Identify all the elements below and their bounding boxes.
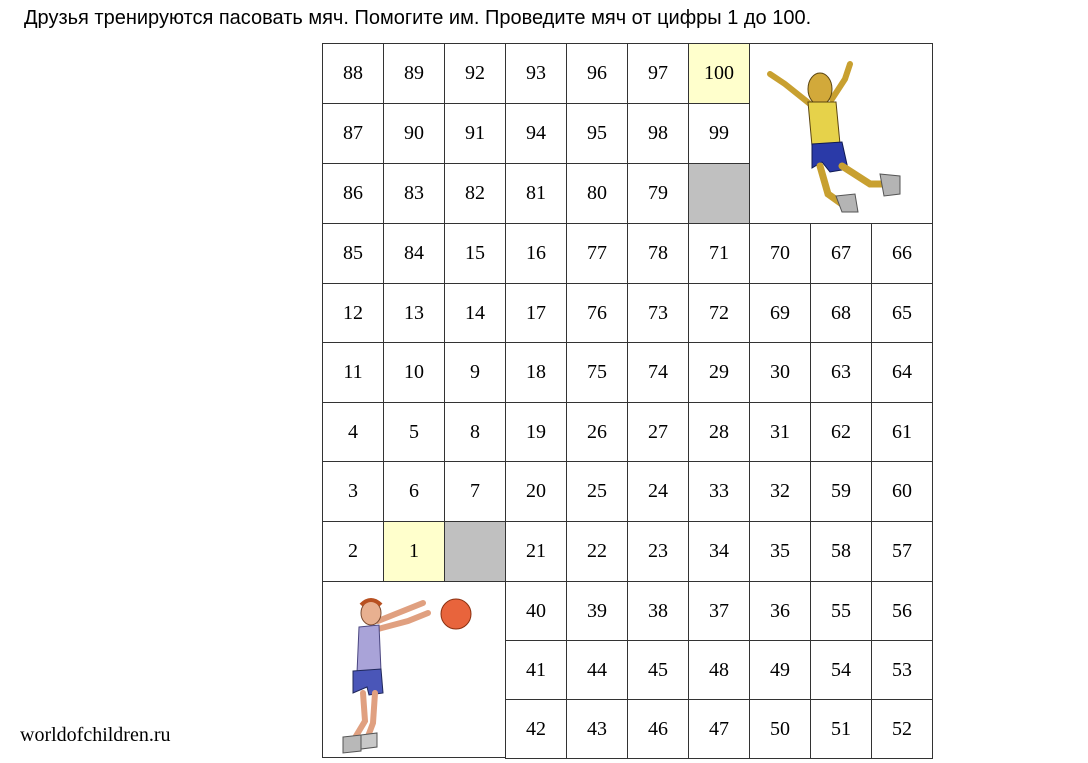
number-cell: 79	[627, 163, 689, 224]
number-cell: 74	[627, 342, 689, 403]
start-cell: 1	[383, 521, 445, 582]
number-cell: 29	[688, 342, 750, 403]
number-cell: 59	[810, 461, 872, 522]
number-cell: 55	[810, 581, 872, 641]
number-cell: 61	[871, 402, 933, 462]
number-cell: 94	[505, 103, 567, 164]
number-cell: 75	[566, 342, 628, 403]
number-cell: 86	[322, 163, 384, 224]
number-cell: 71	[688, 223, 750, 284]
number-cell: 51	[810, 699, 872, 759]
number-cell: 60	[871, 461, 933, 522]
number-maze-grid	[322, 43, 933, 758]
number-cell: 57	[871, 521, 933, 582]
number-cell: 83	[383, 163, 445, 224]
number-cell: 43	[566, 699, 628, 759]
number-cell: 46	[627, 699, 689, 759]
number-cell: 67	[810, 223, 872, 284]
instruction-text: Друзья тренируются пасовать мяч. Помогите им. Проведите мяч от цифры 1 до 100.	[24, 7, 812, 29]
number-cell: 52	[871, 699, 933, 759]
jumping-player-illustration	[750, 44, 932, 224]
number-cell: 23	[627, 521, 689, 582]
number-cell: 13	[383, 283, 445, 343]
number-cell: 85	[322, 223, 384, 284]
number-cell: 16	[505, 223, 567, 284]
number-cell: 44	[566, 640, 628, 700]
blocked-cell	[688, 163, 750, 224]
number-cell: 20	[505, 461, 567, 522]
number-cell: 70	[749, 223, 811, 284]
number-cell: 98	[627, 103, 689, 164]
number-cell: 73	[627, 283, 689, 343]
number-cell: 27	[627, 402, 689, 462]
ball-icon	[441, 599, 471, 629]
site-watermark: worldofchildren.ru	[20, 724, 171, 746]
number-cell: 82	[444, 163, 506, 224]
number-cell: 32	[749, 461, 811, 522]
number-cell: 64	[871, 342, 933, 403]
number-cell: 30	[749, 342, 811, 403]
number-cell: 95	[566, 103, 628, 164]
number-cell: 31	[749, 402, 811, 462]
number-cell: 99	[688, 103, 750, 164]
number-cell: 87	[322, 103, 384, 164]
passing-player-illustration	[323, 581, 505, 759]
number-cell: 24	[627, 461, 689, 522]
number-cell: 25	[566, 461, 628, 522]
number-cell: 42	[505, 699, 567, 759]
blocked-cell	[444, 521, 506, 582]
number-cell: 81	[505, 163, 567, 224]
number-cell: 50	[749, 699, 811, 759]
number-cell: 34	[688, 521, 750, 582]
number-cell: 66	[871, 223, 933, 284]
number-cell: 17	[505, 283, 567, 343]
number-cell: 84	[383, 223, 445, 284]
number-cell: 45	[627, 640, 689, 700]
number-cell: 7	[444, 461, 506, 522]
number-cell: 28	[688, 402, 750, 462]
number-cell: 90	[383, 103, 445, 164]
number-cell: 37	[688, 581, 750, 641]
number-cell: 68	[810, 283, 872, 343]
number-cell: 56	[871, 581, 933, 641]
number-cell: 4	[322, 402, 384, 462]
number-cell: 89	[383, 43, 445, 104]
number-cell: 58	[810, 521, 872, 582]
number-cell: 54	[810, 640, 872, 700]
number-cell: 26	[566, 402, 628, 462]
number-cell: 53	[871, 640, 933, 700]
number-cell: 12	[322, 283, 384, 343]
number-cell: 19	[505, 402, 567, 462]
number-cell: 47	[688, 699, 750, 759]
number-cell: 63	[810, 342, 872, 403]
number-cell: 10	[383, 342, 445, 403]
number-cell: 93	[505, 43, 567, 104]
number-cell: 41	[505, 640, 567, 700]
number-cell: 76	[566, 283, 628, 343]
number-cell: 88	[322, 43, 384, 104]
number-cell: 11	[322, 342, 384, 403]
number-cell: 65	[871, 283, 933, 343]
finish-cell: 100	[688, 43, 750, 104]
number-cell: 2	[322, 521, 384, 582]
number-cell: 77	[566, 223, 628, 284]
number-cell: 15	[444, 223, 506, 284]
number-cell: 96	[566, 43, 628, 104]
number-cell: 8	[444, 402, 506, 462]
number-cell: 80	[566, 163, 628, 224]
number-cell: 35	[749, 521, 811, 582]
number-cell: 40	[505, 581, 567, 641]
number-cell: 97	[627, 43, 689, 104]
number-cell: 92	[444, 43, 506, 104]
number-cell: 69	[749, 283, 811, 343]
number-cell: 22	[566, 521, 628, 582]
number-cell: 72	[688, 283, 750, 343]
number-cell: 39	[566, 581, 628, 641]
number-cell: 33	[688, 461, 750, 522]
number-cell: 38	[627, 581, 689, 641]
number-cell: 48	[688, 640, 750, 700]
number-cell: 49	[749, 640, 811, 700]
number-cell: 3	[322, 461, 384, 522]
number-cell: 5	[383, 402, 445, 462]
number-cell: 78	[627, 223, 689, 284]
number-cell: 21	[505, 521, 567, 582]
number-cell: 91	[444, 103, 506, 164]
number-cell: 18	[505, 342, 567, 403]
number-cell: 62	[810, 402, 872, 462]
number-cell: 14	[444, 283, 506, 343]
number-cell: 36	[749, 581, 811, 641]
number-cell: 6	[383, 461, 445, 522]
number-cell: 9	[444, 342, 506, 403]
